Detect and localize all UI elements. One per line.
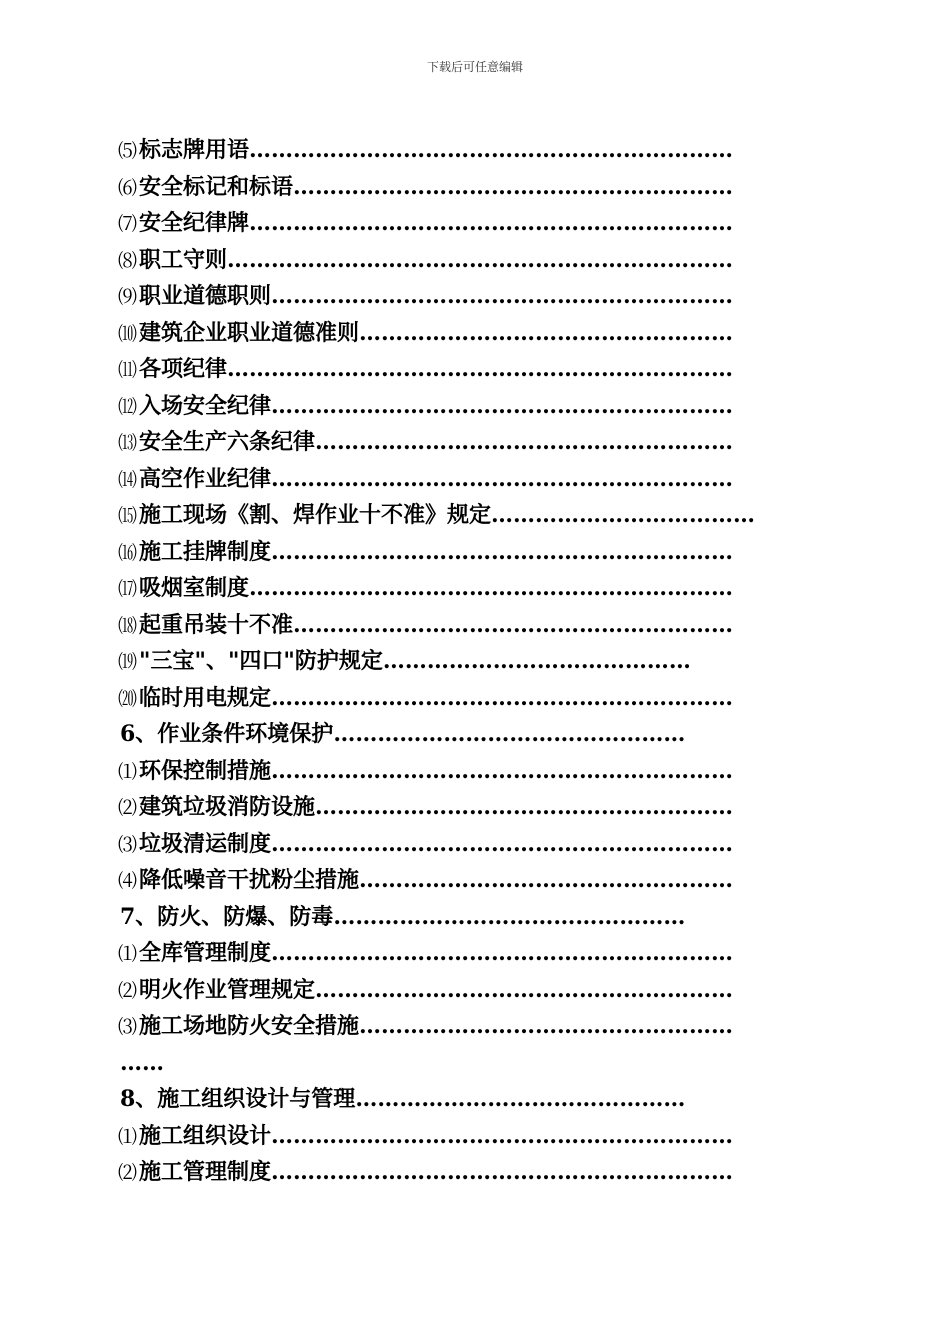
toc-entry [118, 680, 878, 717]
toc-entry-leader-dots: ……………………………………………………… [271, 1159, 734, 1185]
toc-entry [118, 278, 878, 315]
table-of-contents [118, 132, 878, 1191]
toc-entry-title: 施工场地防火安全措施 [139, 1013, 360, 1039]
toc-entry-title: 施工管理制度 [139, 1159, 272, 1185]
toc-entry-leader-dots: …………………………………… [382, 648, 691, 674]
toc-entry-leader-dots: …………………………………………… [359, 1013, 734, 1039]
toc-entry-leader-dots: ………………………………………………………… [249, 575, 734, 601]
toc-entry [118, 607, 878, 644]
toc-entry [118, 351, 878, 388]
toc-entry-leader-dots: ………………………………………………………… [249, 210, 734, 236]
toc-entry [118, 388, 878, 425]
toc-entry [118, 1045, 878, 1082]
toc-entry-number: ⒆ [118, 651, 138, 673]
toc-entry [118, 169, 878, 206]
toc-entry-number: ⑿ [118, 395, 138, 418]
toc-entry [118, 826, 878, 863]
toc-entry-number: ⒀ [118, 432, 138, 454]
toc-entry-number: ⒂ [118, 505, 138, 527]
toc-entry-title: 明火作业管理规定 [139, 976, 316, 1003]
toc-entry-title: 环保控制措施 [139, 757, 272, 784]
toc-entry-title: 吸烟室制度 [139, 575, 250, 601]
toc-entry [118, 132, 878, 169]
toc-entry [118, 424, 878, 461]
toc-entry [118, 1118, 878, 1155]
toc-entry [118, 899, 878, 936]
toc-entry-title: 起重吊装十不准 [139, 611, 294, 638]
toc-entry-leader-dots: ……………………………………………………… [271, 940, 734, 966]
toc-entry-title: 7、防火、防爆、防毒 [120, 903, 334, 930]
toc-entry-leader-dots: …… [120, 1049, 164, 1076]
toc-entry-number: ⑴ [118, 760, 138, 783]
toc-entry-title: 全库管理制度 [139, 940, 272, 966]
toc-entry-leader-dots: …………………………………………………… [293, 611, 734, 638]
toc-entry-leader-dots: ……………………………………………………… [271, 465, 734, 492]
toc-entry [118, 753, 878, 790]
toc-entry-leader-dots: ……………………………………………………… [271, 830, 734, 857]
toc-entry-title: 高空作业纪律 [139, 465, 272, 492]
toc-entry-leader-dots: ……………………………………………………… [271, 684, 734, 711]
toc-entry [118, 242, 878, 279]
toc-entry-leader-dots: …………………………………………………………… [227, 246, 734, 273]
toc-entry [118, 497, 878, 534]
toc-entry-title: 建筑垃圾消防设施 [139, 794, 316, 820]
toc-entry-leader-dots: ………………………………………………… [315, 976, 734, 1003]
toc-entry-number: ⑺ [118, 213, 138, 235]
toc-entry-leader-dots: ……………………………………………………… [271, 1122, 734, 1149]
page-header: 下载后可任意编辑 [426, 60, 523, 74]
toc-entry-number: ⒇ [118, 687, 138, 710]
toc-entry-leader-dots: ………………………………………… [333, 903, 686, 930]
toc-entry [118, 716, 878, 753]
toc-entry-leader-dots: ……………………………………………………… [271, 283, 734, 309]
toc-entry [118, 972, 878, 1009]
toc-entry-leader-dots: ……………………………… [491, 502, 756, 528]
toc-entry-title: 安全标记和标语 [139, 173, 294, 200]
toc-entry-number: ⑾ [118, 359, 138, 381]
toc-entry-leader-dots: ………………………………………………………… [249, 137, 734, 163]
toc-entry [118, 205, 878, 242]
toc-entry [118, 1008, 878, 1045]
toc-entry-leader-dots: ………………………………………… [333, 721, 686, 747]
toc-entry-number: ⑼ [118, 286, 138, 308]
toc-entry-number: ⒁ [118, 468, 138, 491]
toc-entry-title: 垃圾清运制度 [139, 830, 272, 857]
toc-entry-number: ⑽ [118, 322, 138, 345]
toc-entry-number: ⒅ [118, 614, 138, 637]
toc-entry-leader-dots: …………………………………………… [359, 319, 734, 346]
toc-entry-leader-dots: ……………………………………………………… [271, 757, 734, 784]
toc-entry-number: ⒄ [118, 578, 138, 600]
toc-entry-number: ⑹ [118, 176, 138, 199]
toc-entry-title: 6、作业条件环境保护 [120, 721, 334, 747]
toc-entry-number: ⑶ [118, 1016, 138, 1038]
toc-entry-number: ⑴ [118, 943, 138, 965]
toc-entry-title: 降低噪音干扰粉尘措施 [139, 867, 360, 893]
toc-entry-number: ⑴ [118, 1125, 138, 1148]
toc-entry [118, 643, 878, 680]
toc-entry [118, 1081, 878, 1118]
toc-entry-title: 8、施工组织设计与管理 [120, 1086, 356, 1112]
toc-entry-title: "三宝"、"四口"防护规定 [139, 648, 383, 674]
toc-entry [118, 862, 878, 899]
toc-entry-title: 职工守则 [139, 246, 228, 273]
toc-entry-leader-dots: ……………………………………………………… [271, 392, 734, 419]
toc-entry [118, 570, 878, 607]
toc-entry-leader-dots: ……………………………………………………… [271, 538, 734, 565]
toc-entry [118, 789, 878, 826]
toc-entry-title: 建筑企业职业道德准则 [139, 319, 360, 346]
toc-entry-title: 施工现场《割、焊作业十不准》规定 [139, 502, 492, 528]
toc-entry-number: ⑶ [118, 833, 138, 856]
toc-entry-title: 临时用电规定 [139, 684, 272, 711]
toc-entry-leader-dots: …………………………………………… [359, 867, 734, 893]
toc-entry-number: ⑷ [118, 870, 138, 892]
toc-entry-title: 标志牌用语 [139, 137, 250, 163]
toc-entry-title: 安全生产六条纪律 [139, 429, 316, 455]
toc-entry-title: 施工组织设计 [139, 1122, 272, 1149]
toc-entry [118, 534, 878, 571]
toc-entry [118, 461, 878, 498]
toc-entry-leader-dots: ………………………………………………… [315, 794, 734, 820]
toc-entry [118, 1154, 878, 1191]
toc-entry-number: ⑵ [118, 979, 138, 1002]
toc-entry-leader-dots: …………………………………………………… [293, 173, 734, 200]
toc-entry-title: 安全纪律牌 [139, 210, 250, 236]
toc-entry-number: ⒃ [118, 541, 138, 564]
toc-entry-title: 各项纪律 [139, 356, 228, 382]
toc-entry [118, 315, 878, 352]
toc-entry-title: 入场安全纪律 [139, 392, 272, 419]
toc-entry-number: ⑵ [118, 797, 138, 819]
toc-entry-leader-dots: ……………………………………… [355, 1086, 686, 1112]
toc-entry-title: 施工挂牌制度 [139, 538, 272, 565]
toc-entry-number: ⑵ [118, 1162, 138, 1184]
toc-entry [118, 935, 878, 972]
toc-entry-leader-dots: ………………………………………………… [315, 429, 734, 455]
toc-entry-number: ⑻ [118, 249, 138, 272]
toc-entry-title: 职业道德职则 [139, 283, 272, 309]
toc-entry-number: ⑸ [118, 140, 138, 162]
toc-entry-leader-dots: …………………………………………………………… [227, 356, 734, 382]
